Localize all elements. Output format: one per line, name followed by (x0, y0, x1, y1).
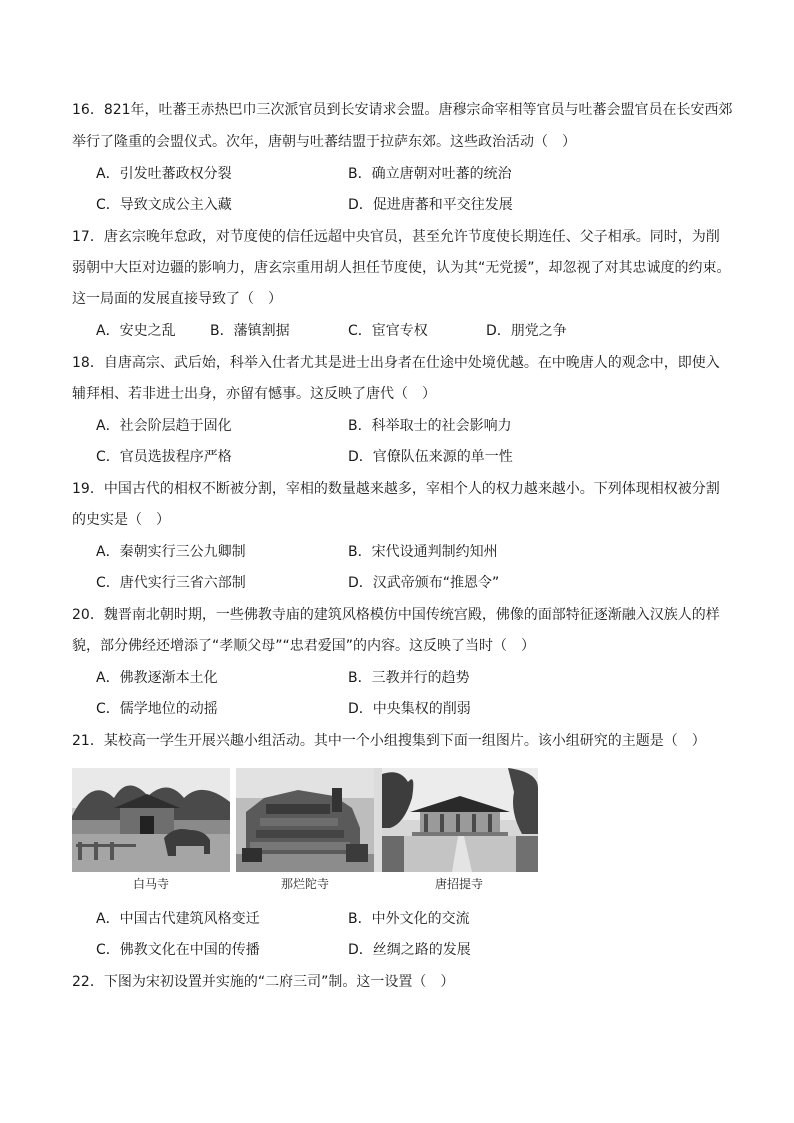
q20-stem-line-2: 貌，部分佛经还增添了“孝顺父母”“忠君爱国”的内容。这反映了当时（ ） (72, 638, 536, 654)
baima-temple-photo (72, 768, 230, 872)
toshodaiji-temple-photo (382, 768, 538, 872)
q20-option-c[interactable]: C．儒学地位的动摇 (96, 701, 218, 717)
q18-option-a[interactable]: A．社会阶层趋于固化 (96, 418, 232, 434)
q20-option-b[interactable]: B．三教并行的趋势 (348, 670, 470, 686)
q19-option-c[interactable]: C．唐代实行三省六部制 (96, 575, 246, 591)
q18-option-b[interactable]: B．科举取士的社会影响力 (348, 418, 512, 434)
q18-stem-line-1: 18．自唐高宗、武后始，科举入仕者尤其是进士出身者在仕途中处境优越。在中晚唐人的观念中，即使入 (72, 355, 720, 371)
q20-stem-line-1: 20．魏晋南北朝时期，一些佛教寺庙的建筑风格模仿中国传统宫殿，佛像的面部特征逐渐融入汉族人的样 (72, 607, 720, 623)
q17-option-c[interactable]: C．宦官专权 (348, 323, 428, 339)
q21-stem-line-1: 21．某校高一学生开展兴趣小组活动。其中一个小组搜集到下面一组图片。该小组研究的主题是（ ） (72, 733, 706, 749)
q21-option-b[interactable]: B．中外文化的交流 (348, 911, 470, 927)
baima-temple-caption: 白马寺 (132, 877, 169, 891)
q21-photo-group (72, 768, 538, 894)
q21-option-a[interactable]: A．中国古代建筑风格变迁 (96, 911, 260, 927)
q18-option-d[interactable]: D．官僚队伍来源的单一性 (348, 449, 513, 465)
q16-option-d[interactable]: D．促进唐蕃和平交往发展 (348, 197, 513, 213)
q16-option-b[interactable]: B．确立唐朝对吐蕃的统治 (348, 166, 512, 182)
q22-stem-line-1: 22．下图为宋初设置并实施的“二府三司”制。这一设置（ ） (72, 974, 455, 990)
q17-stem-line-1: 17．唐玄宗晚年怠政，对节度使的信任远超中央官员，甚至允许节度使长期连任、父子相承。同时，为削 (72, 229, 720, 245)
q19-option-a[interactable]: A．秦朝实行三公九卿制 (96, 544, 246, 560)
q19-stem-line-2: 的史实是（ ） (72, 512, 170, 528)
q17-stem-line-2: 弱朝中大臣对边疆的影响力，唐玄宗重用胡人担任节度使，认为其“无党援”，却忽视了对其忠诚度的约束。 (72, 260, 731, 276)
q16-stem-line-1: 16．821年，吐蕃王赤热巴巾三次派官员到长安请求会盟。唐穆宗命宰相等官员与吐蕃会盟官员在长安西郊 (72, 102, 733, 118)
q17-option-b[interactable]: B．藩镇割据 (210, 323, 290, 339)
q21-option-c[interactable]: C．佛教文化在中国的传播 (96, 942, 260, 958)
q18-stem-line-2: 辅拜相、若非进士出身，亦留有憾事。这反映了唐代（ ） (72, 386, 436, 402)
nalanda-temple-photo (236, 768, 394, 872)
q18-option-c[interactable]: C．官员选拔程序严格 (96, 449, 232, 465)
q19-stem-line-1: 19．中国古代的相权不断被分割，宰相的数量越来越多，宰相个人的权力越来越小。下列体现相权被分割 (72, 481, 720, 497)
q21-option-d[interactable]: D．丝绸之路的发展 (348, 942, 471, 958)
q19-option-b[interactable]: B．宋代设通判制约知州 (348, 544, 498, 560)
q17-stem-line-3: 这一局面的发展直接导致了（ ） (72, 291, 282, 307)
q20-option-a[interactable]: A．佛教逐渐本土化 (96, 670, 218, 686)
q16-stem-line-2: 举行了隆重的会盟仪式。次年，唐朝与吐蕃结盟于拉萨东郊。这些政治活动（ ） (72, 134, 576, 150)
toshodaiji-temple-caption: 唐招提寺 (434, 877, 483, 891)
q16-option-c[interactable]: C．导致文成公主入藏 (96, 197, 232, 213)
q16-option-a[interactable]: A．引发吐蕃政权分裂 (96, 166, 232, 182)
q17-option-d[interactable]: D．朋党之争 (486, 323, 567, 339)
q19-option-d[interactable]: D．汉武帝颁布“推恩令” (348, 575, 500, 591)
q17-option-a[interactable]: A．安史之乱 (96, 323, 176, 339)
nalanda-temple-caption: 那烂陀寺 (280, 877, 329, 891)
q20-option-d[interactable]: D．中央集权的削弱 (348, 701, 471, 717)
